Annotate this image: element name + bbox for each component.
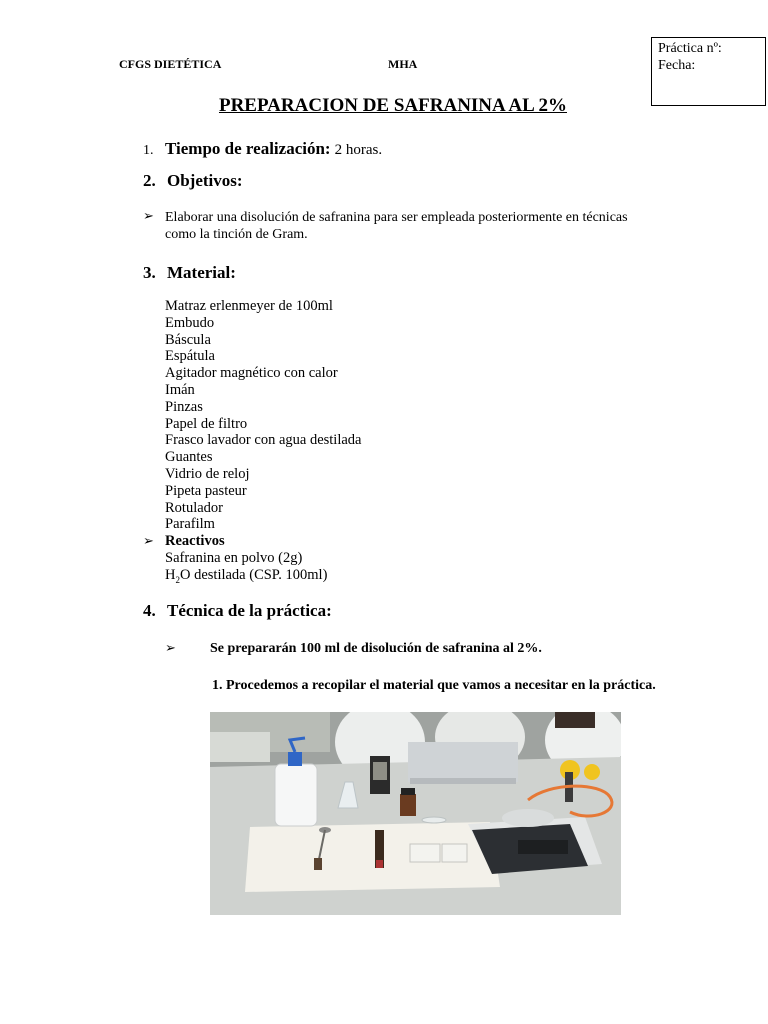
section-label: Técnica de la práctica:	[167, 601, 332, 620]
list-item: Papel de filtro	[165, 415, 248, 432]
practice-number-label: Práctica nº:	[658, 41, 722, 56]
document-title: PREPARACION DE SAFRANINA AL 2%	[218, 95, 567, 116]
list-item: Espátula	[165, 348, 215, 365]
section-time	[143, 139, 382, 159]
section-number: 4.	[143, 601, 156, 620]
list-item: Parafilm	[165, 516, 215, 533]
list-item: Vidrio de reloj	[165, 465, 250, 482]
section-number: 2.	[143, 171, 156, 190]
list-item: Imán	[165, 381, 195, 398]
section-label: Material:	[167, 263, 236, 282]
technique-bullet: Se prepararán 100 ml de disolución de safranina al 2%.	[210, 641, 542, 656]
course-name: CFGS DIETÉTICA	[119, 57, 222, 71]
list-item: Rotulador	[165, 499, 223, 516]
bullet-arrow-icon: ➢	[143, 533, 154, 548]
material-list	[165, 298, 361, 588]
list-item: Guantes	[165, 449, 213, 466]
objective-line: Elaborar una disolución de safranina para ser empleada posteriormente en técnicas	[165, 210, 628, 225]
section-technique	[143, 601, 332, 621]
reactivos-heading: Reactivos	[165, 533, 225, 550]
list-item: Matraz erlenmeyer de 100ml	[165, 298, 333, 314]
reactivo-h: H	[165, 566, 176, 583]
list-item: Agitador magnético con calor	[165, 365, 338, 382]
practice-date-label: Fecha:	[658, 58, 696, 73]
reactivo-item: Safranina en polvo (2g)	[165, 549, 303, 566]
reactivo-subscript: 2	[175, 574, 180, 585]
author-initials: MHA	[388, 57, 418, 71]
list-item: Pinzas	[165, 398, 203, 415]
list-item: Frasco lavador con agua destilada	[165, 432, 362, 449]
section-number: 1.	[143, 143, 154, 158]
list-item: Pipeta pasteur	[165, 482, 247, 499]
lab-material-photo	[210, 712, 621, 915]
section-label: Tiempo de realización:	[165, 139, 331, 158]
technique-step-1: 1. Procedemos a recopilar el material que vamos a necesitar en la práctica.	[212, 678, 656, 693]
section-objectives	[143, 171, 243, 191]
objective-text	[165, 209, 628, 243]
section-value: 2 horas.	[334, 142, 383, 158]
reactivo-item	[165, 567, 361, 589]
objective-line: como la tinción de Gram.	[165, 227, 308, 242]
section-material	[143, 263, 236, 283]
list-item: Embudo	[165, 314, 215, 331]
bullet-arrow-icon: ➢	[143, 208, 154, 223]
bullet-arrow-icon: ➢	[165, 640, 176, 655]
list-item: Báscula	[165, 331, 211, 348]
reactivo-rest: O destilada (CSP. 100ml)	[179, 566, 328, 583]
section-label: Objetivos:	[167, 171, 243, 190]
section-number: 3.	[143, 263, 156, 282]
